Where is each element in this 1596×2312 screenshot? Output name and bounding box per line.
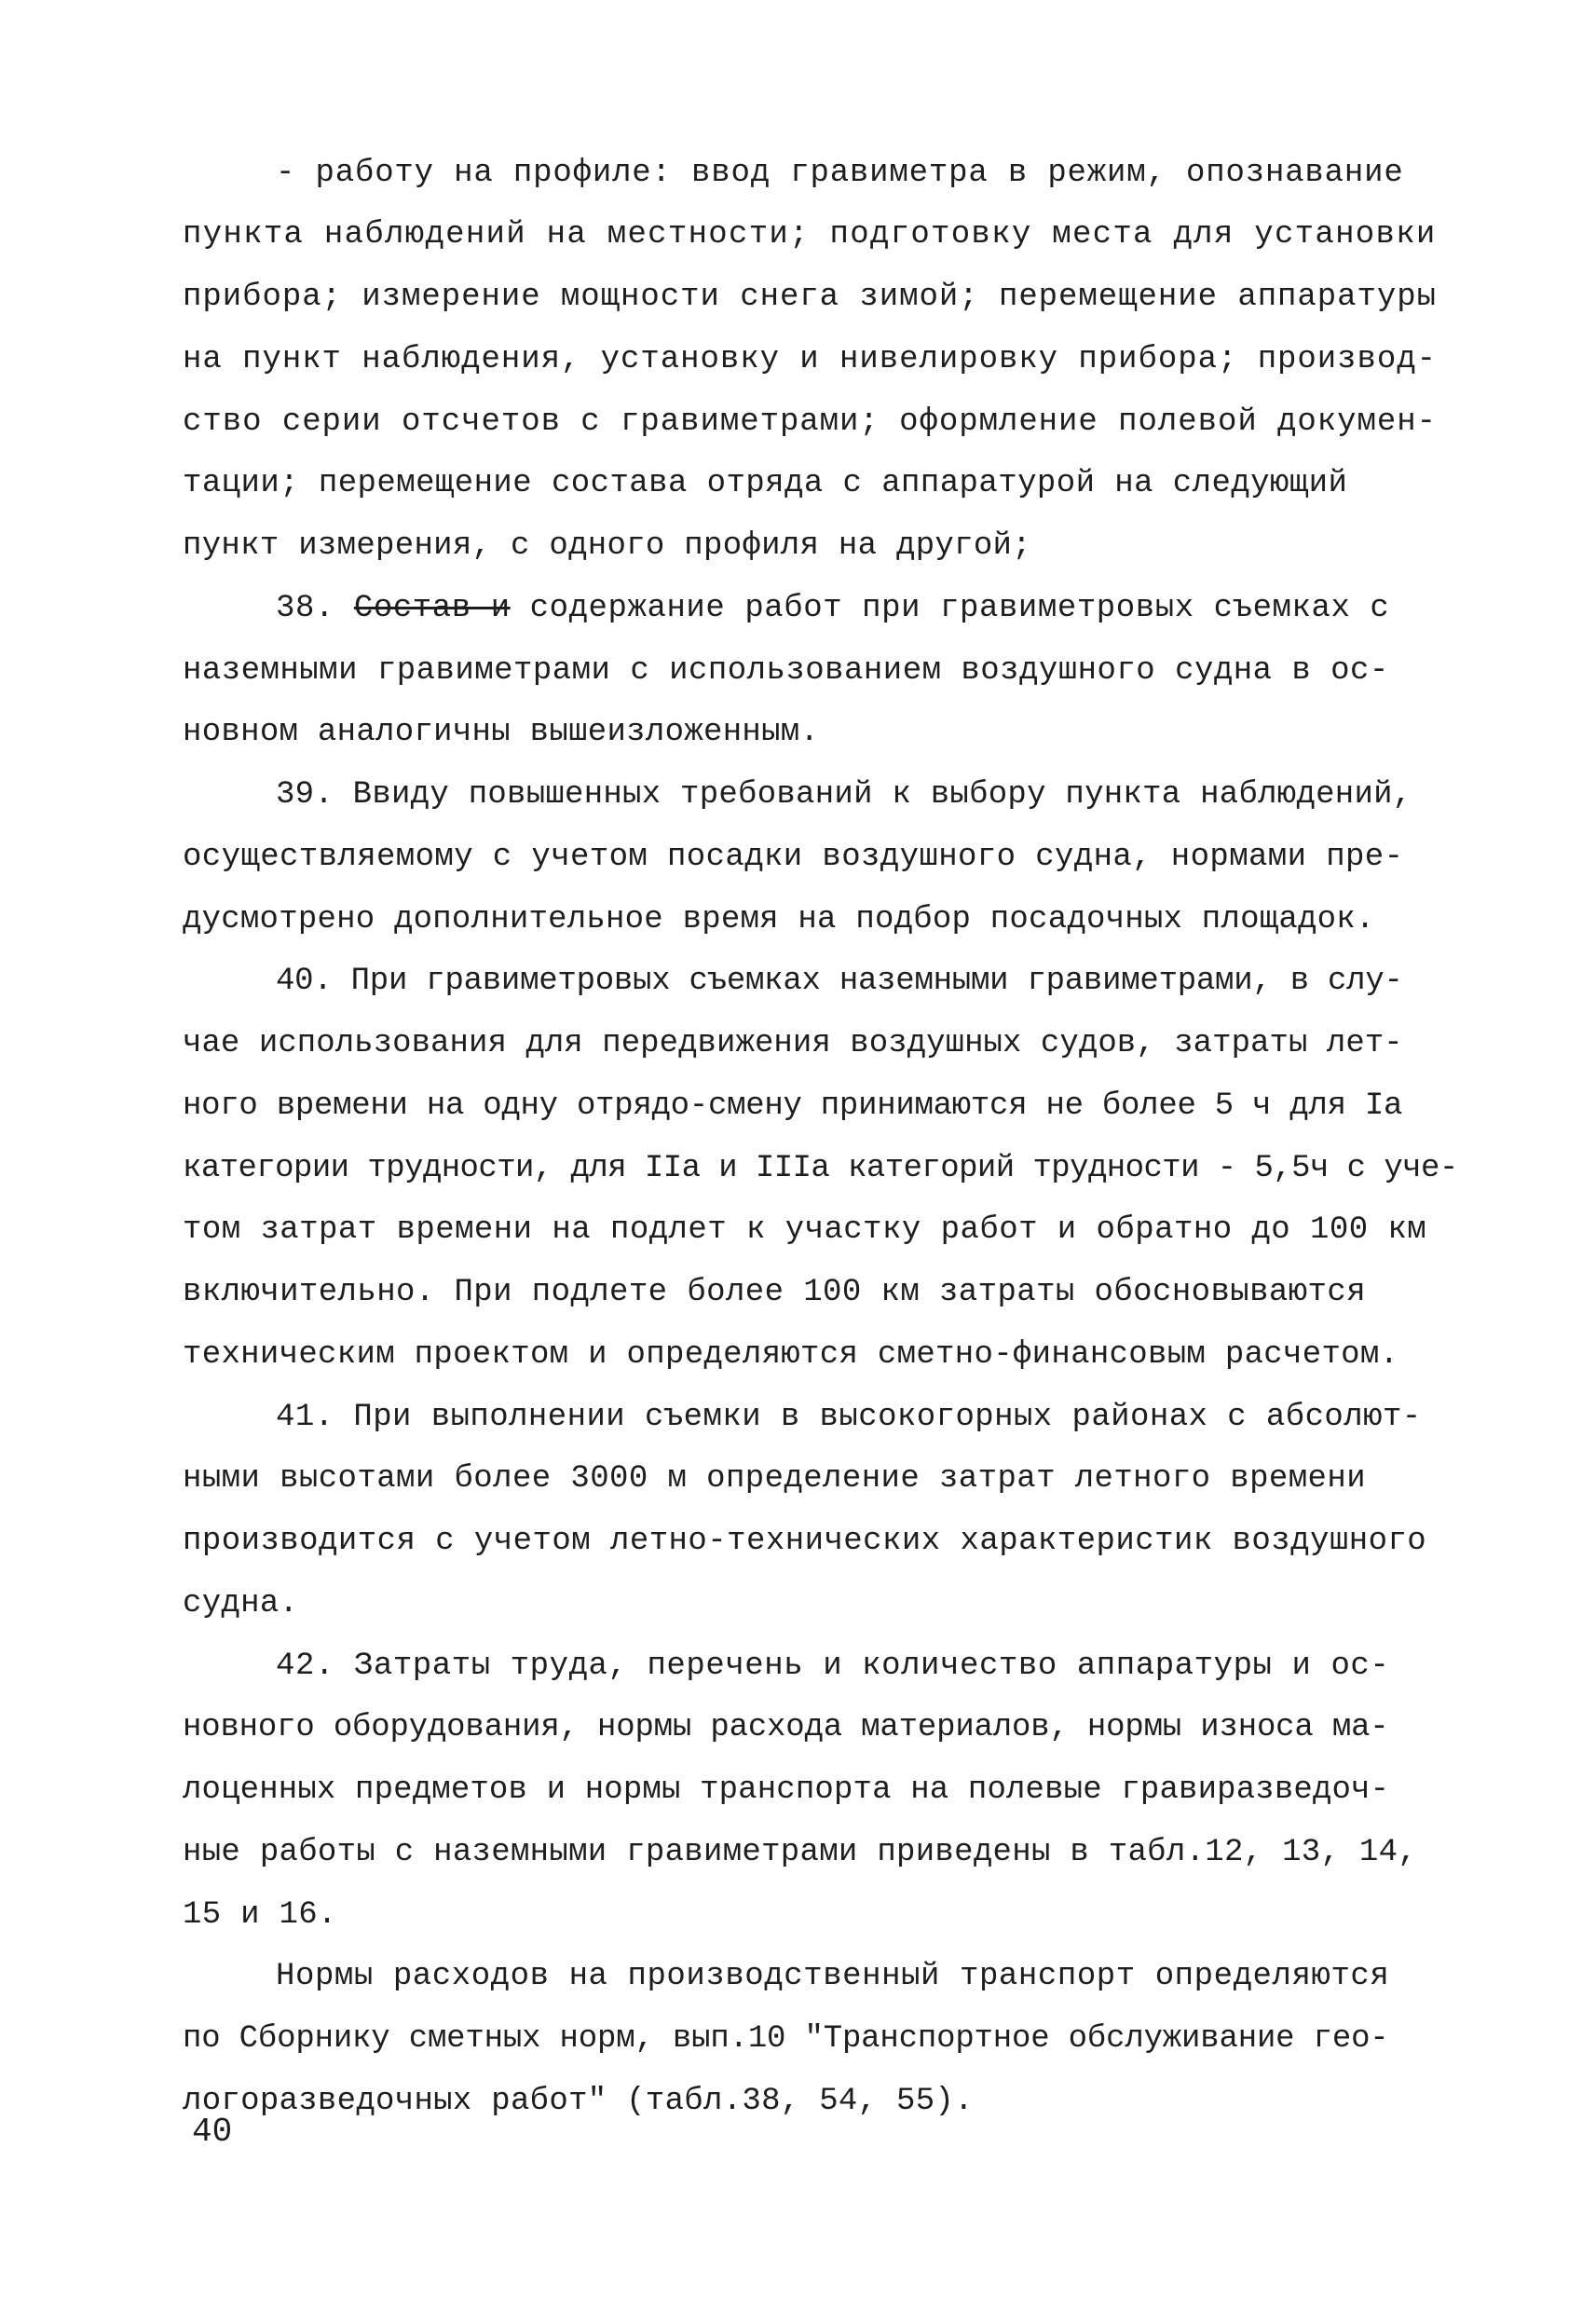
text-line: дусмотрено дополнительное время на подбор посадочных площадок. bbox=[183, 902, 1375, 937]
text-line: осуществляемому с учетом посадки воздушного судна, нормами пре- bbox=[183, 840, 1404, 875]
text-line: производится с учетом летно-технических характеристик воздушного bbox=[183, 1524, 1427, 1559]
text-line: ного времени на одну отрядо-смену принимаются не более 5 ч для Iа bbox=[183, 1088, 1403, 1124]
text-line: 41. При выполнении съемки в высокогорных районах с абсолют- bbox=[276, 1400, 1422, 1435]
text-line: ными высотами более 3000 м определение затрат летного времени bbox=[183, 1461, 1367, 1497]
text-line: по Сборнику сметных норм, вып.10 "Транспортное обслуживание гео- bbox=[183, 2021, 1389, 2057]
text-line: судна. bbox=[183, 1586, 299, 1621]
line-remainder: содержание работ при гравиметровых съемках с bbox=[510, 591, 1390, 626]
text-line bbox=[276, 590, 1389, 627]
text-line: прибора; измерение мощности снега зимой; перемещение аппаратуры bbox=[183, 280, 1437, 315]
text-line: - работу на профиле: ввод гравиметра в режим, опознавание bbox=[276, 156, 1404, 191]
text-line: категории трудности, для IIа и IIIа категорий трудности - 5,5ч с уче- bbox=[183, 1151, 1458, 1186]
text-line: ство серии отсчетов с гравиметрами; оформление полевой докумен- bbox=[183, 404, 1437, 440]
text-line: включительно. При подлете более 100 км затраты обосновываются bbox=[183, 1275, 1367, 1310]
text-line: на пункт наблюдения, установку и нивелировку прибора; производ- bbox=[183, 342, 1437, 377]
text-line: чае использования для передвижения воздушных судов, затраты лет- bbox=[183, 1026, 1403, 1061]
text-line: тации; перемещение состава отряда с аппаратурой на следующий bbox=[183, 466, 1348, 501]
struck-text: Состав и bbox=[353, 591, 511, 626]
text-line: лоценных предметов и нормы транспорта на полевые гравиразведоч- bbox=[183, 1772, 1390, 1808]
text-line: пункта наблюдений на местности; подготовку места для установки bbox=[183, 217, 1437, 253]
text-line: 42. Затраты труда, перечень и количество аппаратуры и ос- bbox=[276, 1648, 1390, 1684]
text-line: 39. Ввиду повышенных требований к выбору пункта наблюдений, bbox=[276, 777, 1412, 813]
text-line: новного оборудования, нормы расхода материалов, нормы износа ма- bbox=[183, 1710, 1389, 1745]
text-line: 40. При гравиметровых съемках наземными гравиметрами, в слу- bbox=[276, 964, 1403, 999]
text-line: новном аналогичны вышеизложенным. bbox=[183, 715, 820, 750]
page-number: 40 bbox=[192, 2113, 233, 2151]
text-line: пункт измерения, с одного профиля на другой; bbox=[183, 528, 1031, 564]
text-line: логоразведочных работ" (табл.38, 54, 55). bbox=[183, 2084, 974, 2119]
item-number: 38. bbox=[276, 591, 354, 626]
text-line: том затрат времени на подлет к участку работ и обратно до 100 км bbox=[183, 1212, 1427, 1248]
text-line: наземными гравиметрами с использованием воздушного судна в ос- bbox=[183, 653, 1389, 689]
text-line: 15 и 16. bbox=[183, 1897, 337, 1933]
text-line: ные работы с наземными гравиметрами приведены в табл.12, 13, 14, bbox=[183, 1835, 1418, 1870]
text-line: Нормы расходов на производственный транспорт определяются bbox=[276, 1959, 1390, 1994]
text-line: техническим проектом и определяются сметно-финансовым расчетом. bbox=[183, 1337, 1399, 1373]
